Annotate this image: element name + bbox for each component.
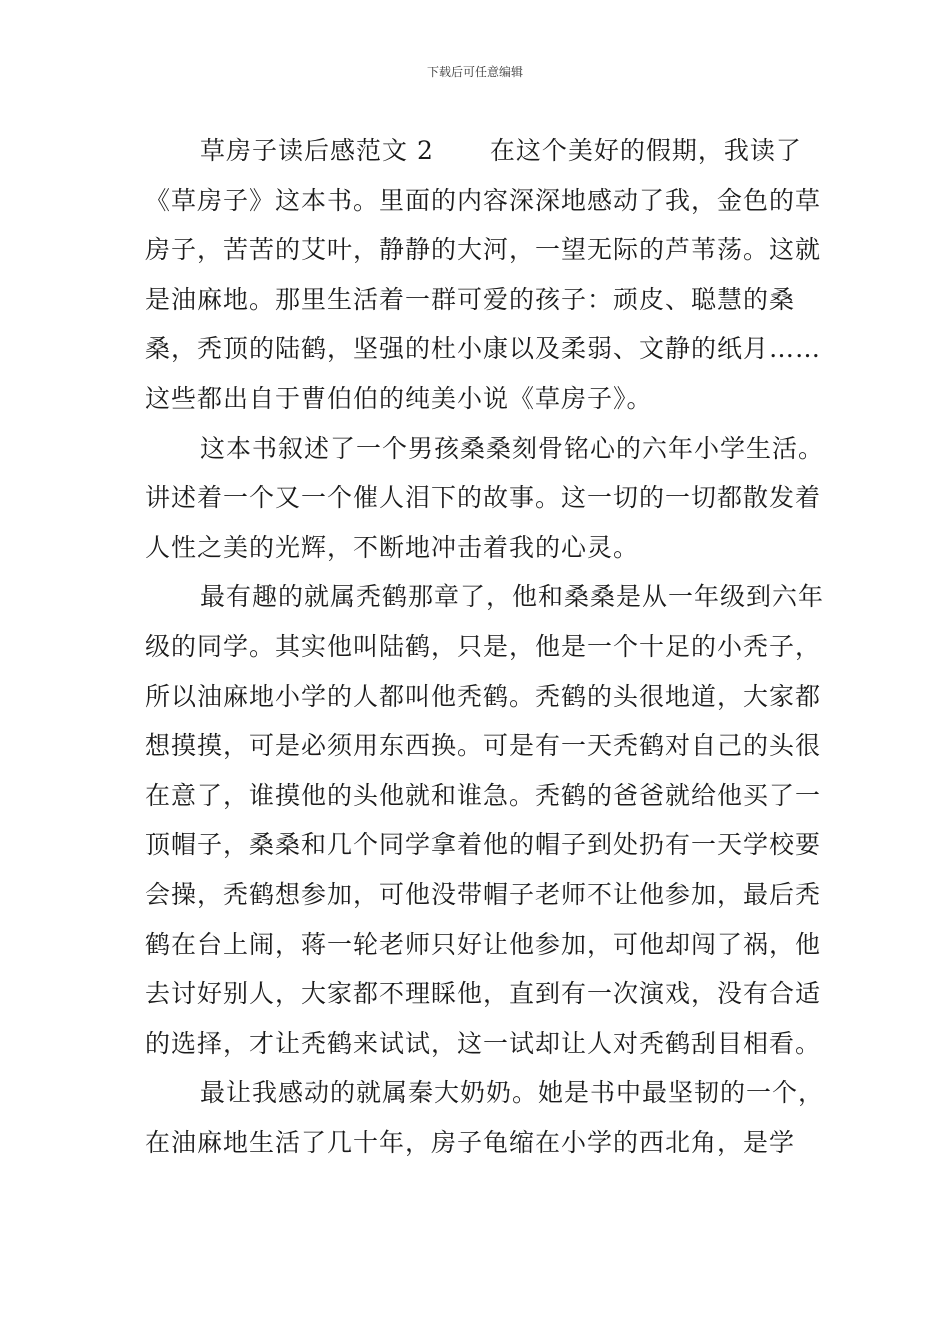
document-title: 草房子读后感范文 2 — [200, 136, 434, 165]
paragraph: 最让我感动的就属秦大奶奶。她是书中最坚韧的一个，在油麻地生活了几十年，房子龟缩在小学的西北角，是学 — [145, 1078, 825, 1157]
paragraph-intro — [145, 126, 825, 424]
paragraph: 这本书叙述了一个男孩桑桑刻骨铭心的六年小学生活。讲述着一个又一个催人泪下的故事。这一切的一切都散发着人性之美的光辉，不断地冲击着我的心灵。 — [145, 433, 825, 562]
paragraph-text: 在这个美好的假期，我读了《草房子》这本书。里面的内容深深地感动了我，金色的草房子，苦苦的艾叶，静静的大河，一望无际的芦苇荡。这就是油麻地。那里生活着一群可爱的孩子：顽皮、聪慧的桑桑，秃顶的陆鹤，坚强的杜小康以及柔弱、文静的纸月……这些都出自于曹伯伯的纯美小说《草房子》。 — [145, 136, 822, 413]
page-header: 下载后可任意编辑 — [426, 65, 523, 79]
document-body — [145, 126, 825, 1167]
paragraph: 最有趣的就属秃鹤那章了，他和桑桑是从一年级到六年级的同学。其实他叫陆鹤，只是，他是一个十足的小秃子，所以油麻地小学的人都叫他秃鹤。秃鹤的头很地道，大家都想摸摸，可是必须用东西换。可是有一天秃鹤对自己的头很在意了，谁摸他的头他就和谁急。秃鹤的爸爸就给他买了一顶帽子，桑桑和几个同学拿着他的帽子到处扔有一天学校要会操，秃鹤想参加，可他没带帽子老师不让他参加，最后秃鹤在台上闹，蒋一轮老师只好让他参加，可他却闯了祸，他去讨好别人，大家都不理睬他，直到有一次演戏，没有合适的选择，才让秃鹤来试试，这一试却让人对秃鹤刮目相看。 — [145, 582, 825, 1058]
